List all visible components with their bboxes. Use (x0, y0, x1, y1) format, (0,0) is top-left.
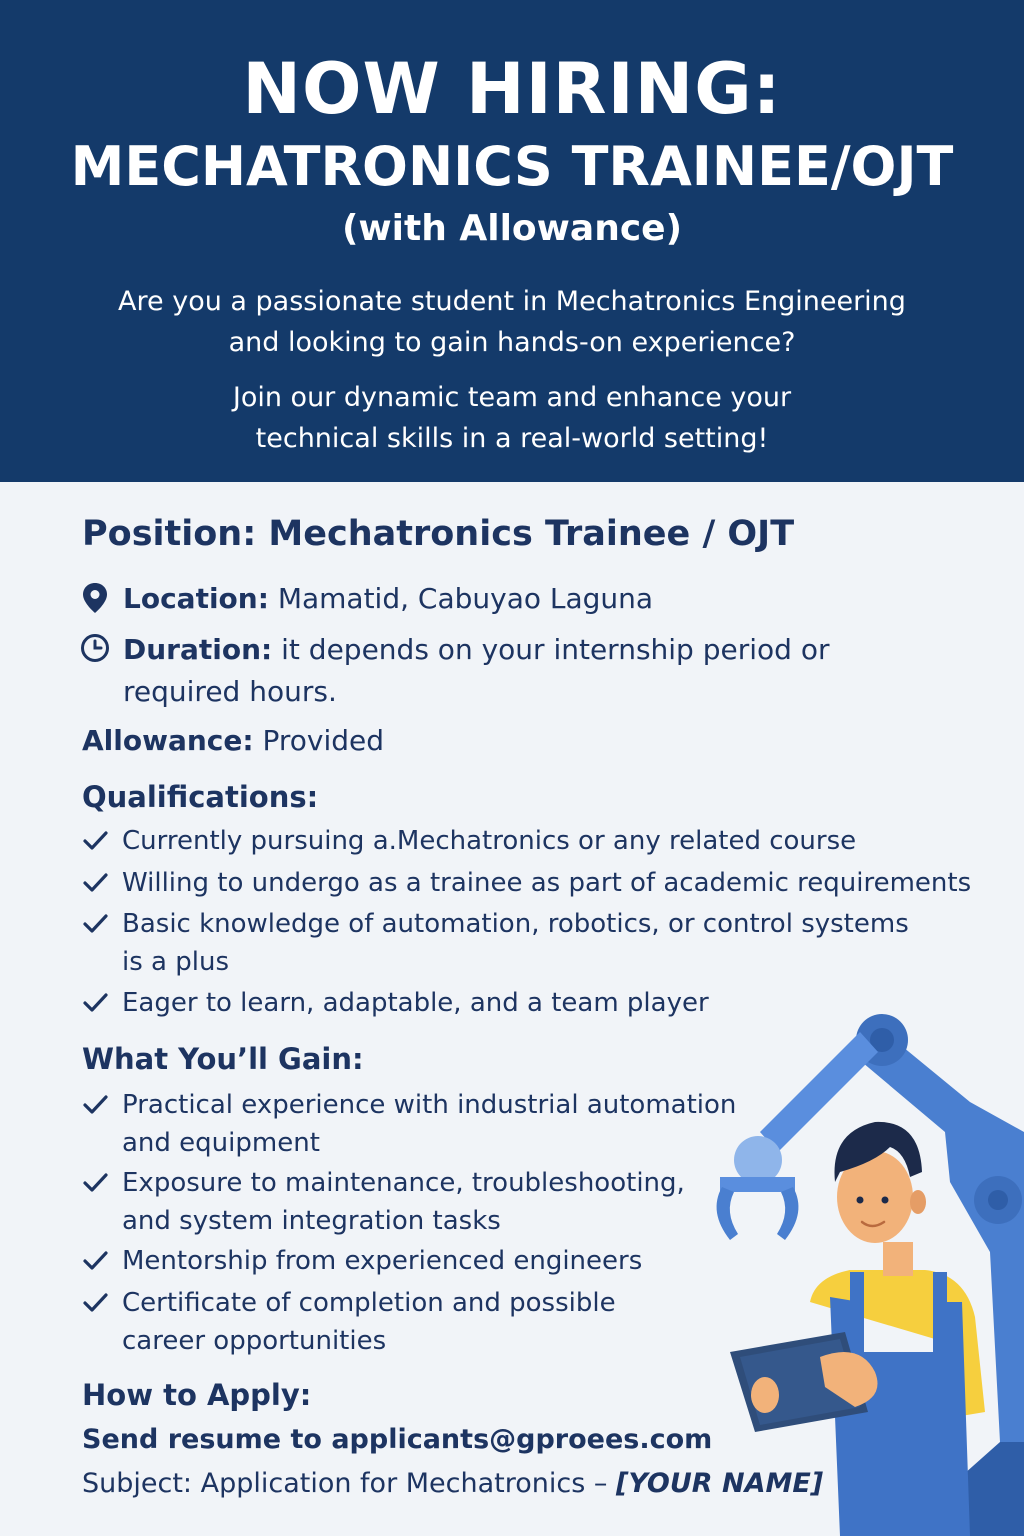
checkmark-icon (82, 1164, 110, 1202)
intro-paragraph-1: Are you a passionate student in Mechatronics Engineering and looking to gain hands-on experience? (118, 286, 906, 358)
allowance-label: Allowance: (82, 724, 254, 757)
gain-item: Mentorship from experienced engineers (82, 1242, 642, 1280)
trainee-robot-illustration (700, 1012, 1024, 1536)
duration-label: Duration: (123, 633, 273, 666)
checkmark-icon (82, 864, 110, 902)
allowance-tagline: (with Allowance) (341, 208, 683, 249)
location-pin-icon (80, 582, 110, 612)
gain-item: Certificate of completion and possible career opportunities (82, 1284, 616, 1360)
job-details (0, 482, 1024, 1536)
header-banner (0, 0, 1024, 482)
clock-icon (80, 633, 110, 663)
gain-item: Practical experience with industrial automation and equipment (82, 1086, 736, 1162)
hiring-title: NOW HIRING: (242, 48, 782, 130)
checkmark-icon (82, 984, 110, 1022)
allowance-value: Provided (262, 724, 385, 757)
qualifications-heading: Qualifications: (82, 780, 319, 814)
qualification-item: Willing to undergo as a trainee as part of academic requirements (82, 864, 971, 902)
qualification-item: Eager to learn, adaptable, and a team player (82, 984, 709, 1022)
checkmark-icon (82, 1242, 110, 1280)
location-label: Location: (123, 582, 269, 615)
location-value: Mamatid, Cabuyao Laguna (277, 582, 654, 615)
apply-heading: How to Apply: (82, 1378, 312, 1412)
your-name-placeholder: [YOUR NAME] (615, 1468, 824, 1499)
qualification-item: Basic knowledge of automation, robotics, or control systems is a plus (82, 905, 909, 981)
position-title: Position: Mechatronics Trainee / OJT (82, 514, 795, 554)
checkmark-icon (82, 1086, 110, 1124)
subject-prefix: Subject: Application for Mechatronics – (82, 1468, 616, 1499)
gains-heading: What You’ll Gain: (82, 1042, 364, 1076)
duration-value: it depends on your internship period or (281, 633, 830, 666)
apply-subject-line (82, 1468, 823, 1499)
checkmark-icon (82, 822, 110, 860)
intro-paragraph-2: Join our dynamic team and enhance your technical skills in a real-world setting! (232, 382, 792, 454)
duration-value-cont: required hours. (123, 675, 337, 708)
allowance-row (82, 720, 384, 762)
apply-email-line: Send resume to applicants@gproees.com (82, 1424, 713, 1455)
qualification-item: Currently pursuing a.Mechatronics or any related course (82, 822, 856, 860)
checkmark-icon (82, 1284, 110, 1322)
gain-item: Exposure to maintenance, troubleshooting, and system integration tasks (82, 1164, 685, 1240)
job-title: MECHATRONICS TRAINEE/OJT (70, 135, 954, 198)
duration-row (123, 629, 829, 713)
location-row (123, 578, 653, 620)
checkmark-icon (82, 905, 110, 943)
